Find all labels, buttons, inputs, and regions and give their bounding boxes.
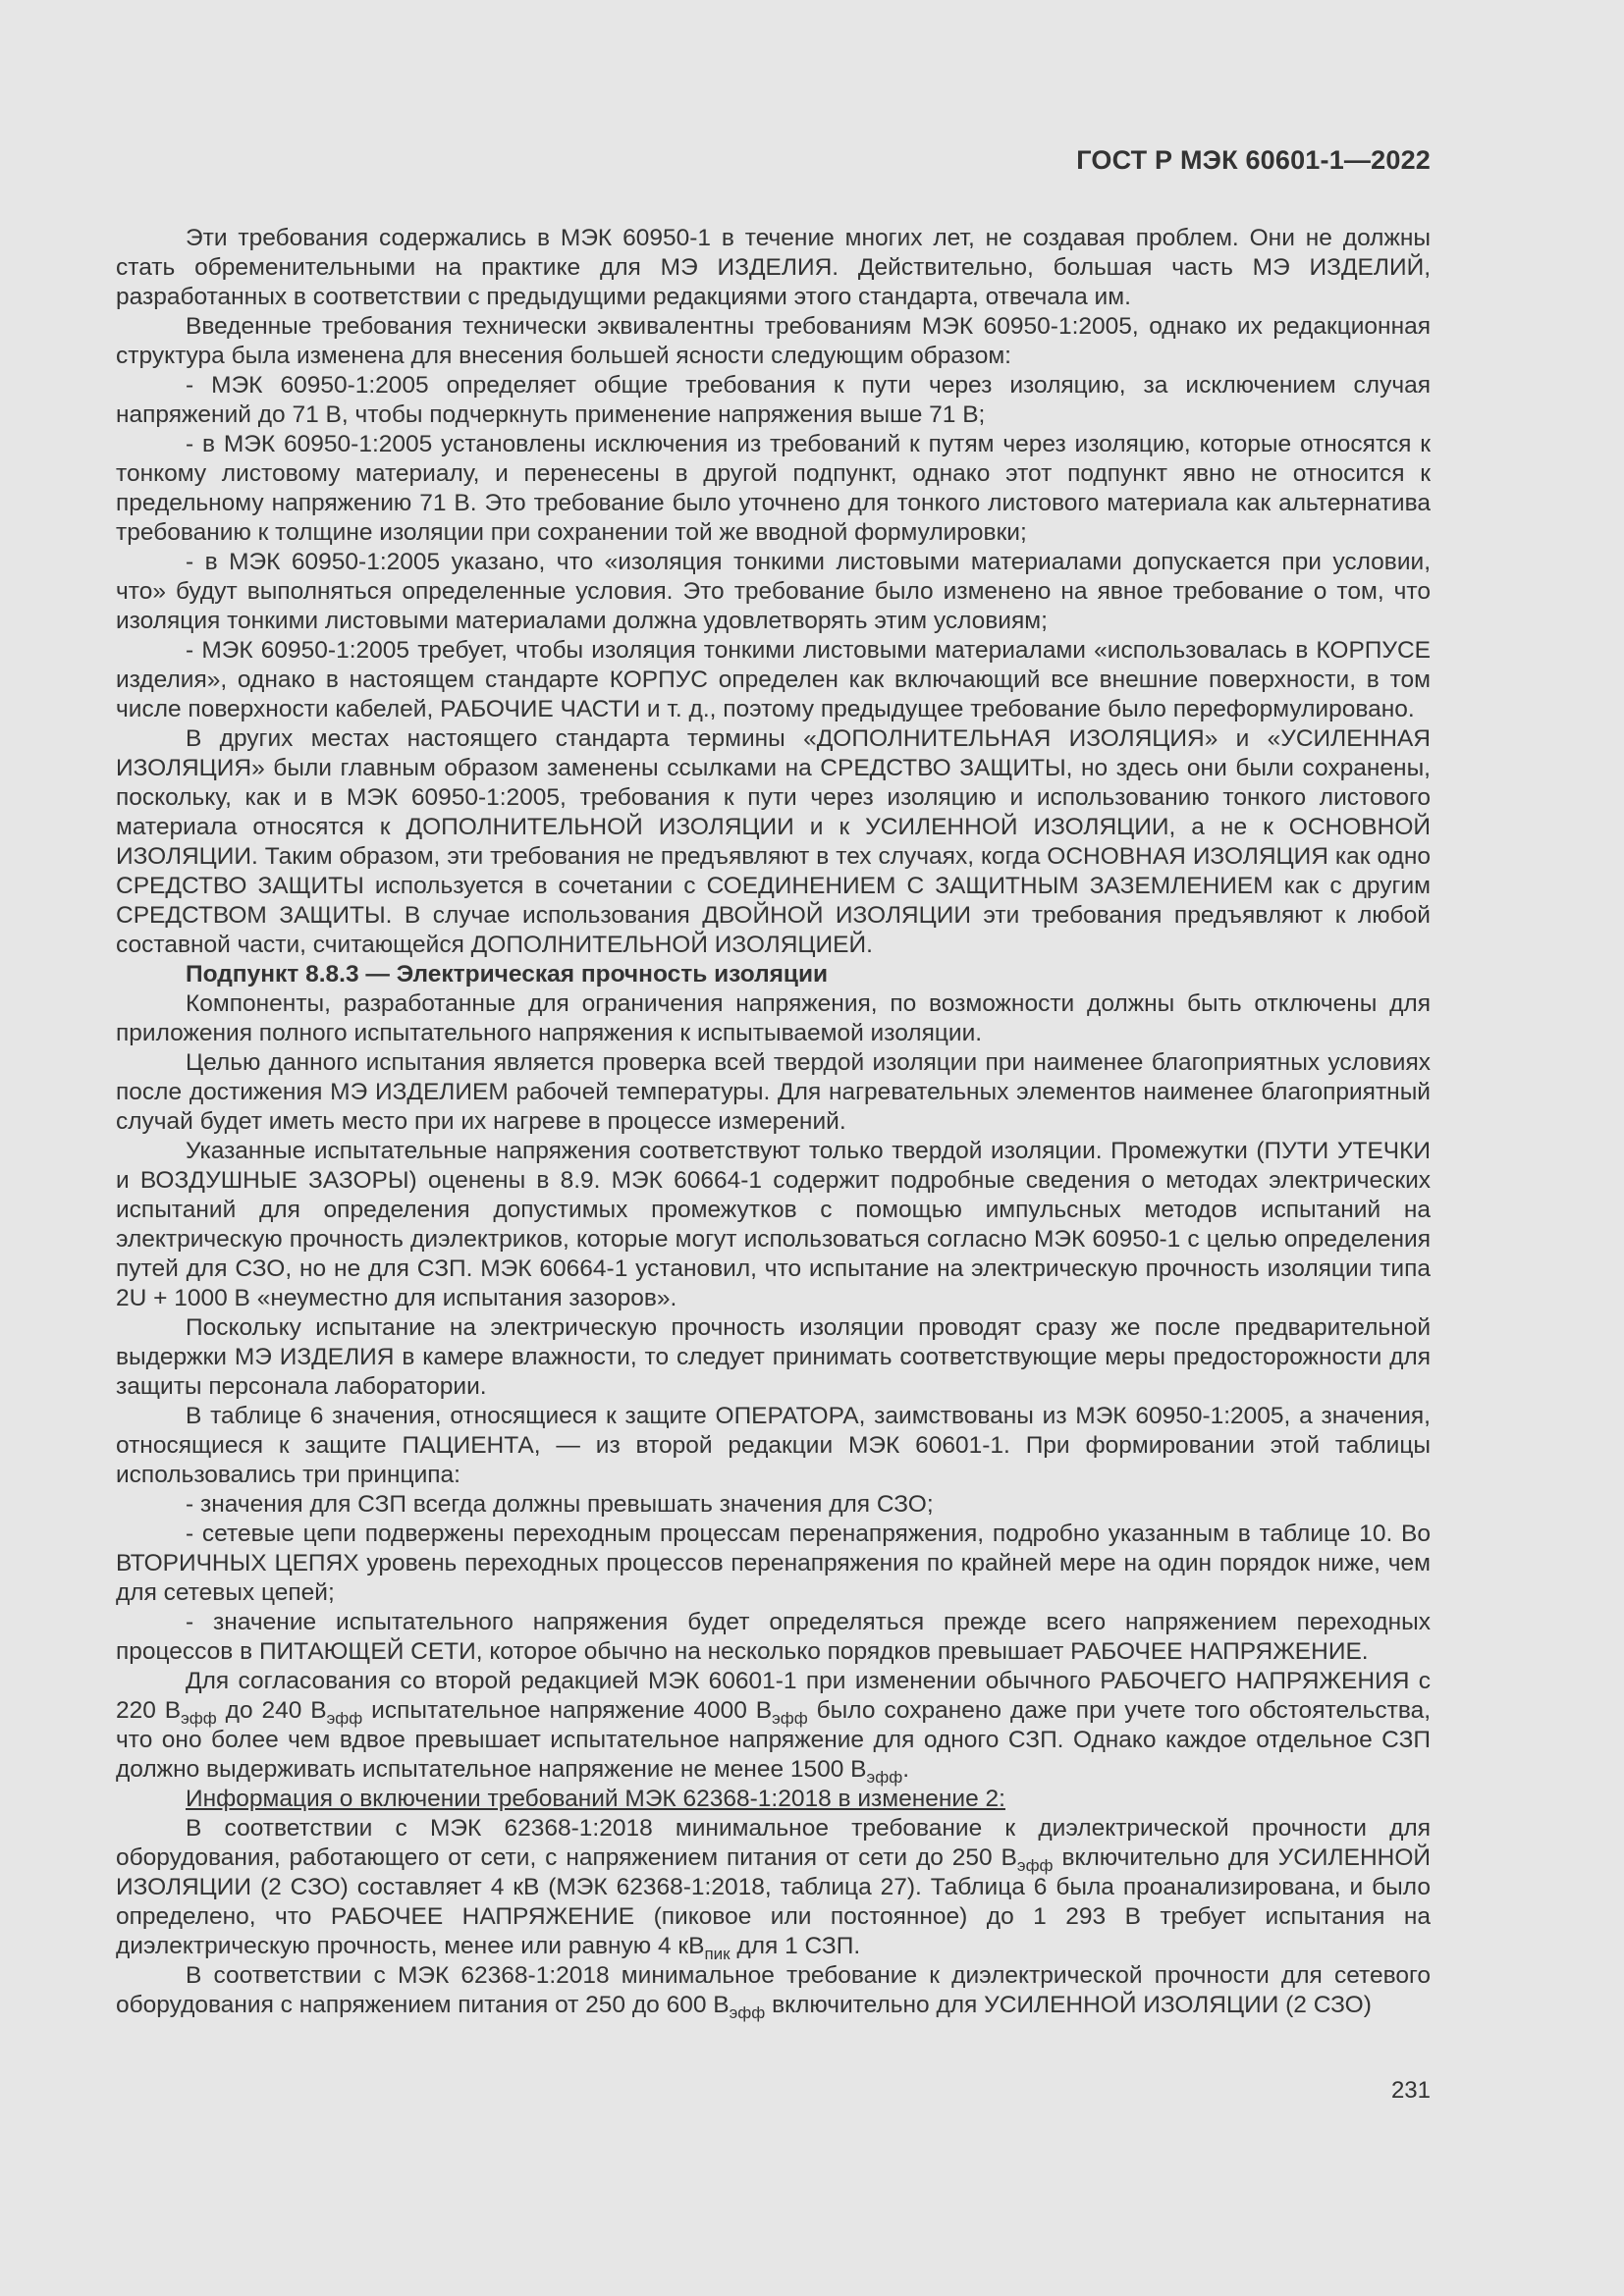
subsection-heading: Подпункт 8.8.3 — Электрическая прочность изоляции <box>186 961 829 988</box>
paragraph: Компоненты, разработанные для ограничения напряжения, по возможности должны быть отключены для приложения полного испытательного напряжения к испытываемой изоляции. <box>116 990 1431 1046</box>
text-run: до 240 В <box>216 1697 327 1724</box>
list-item: - в МЭК 60950-1:2005 указано, что «изоляция тонкими листовыми материалами допускается при условии, что» будут выполняться определенные условия. Это требование было изменено на явное требование о том, что изоляция тонкими листовыми материалами должна удовлетворять этим условиям; <box>116 549 1431 634</box>
page-number: 231 <box>1390 2077 1431 2104</box>
paragraph-voltage <box>116 1667 1431 1785</box>
paragraph: В таблице 6 значения, относящиеся к защите ОПЕРАТОРА, заимствованы из МЭК 60950-1:2005, а значения, относящиеся к защите ПАЦИЕНТА, — из второй редакции МЭК 60601-1. При формировании этой таблицы использовались три принципа: <box>116 1403 1431 1488</box>
paragraph-62368-a <box>116 1814 1431 1961</box>
subscript: эфф <box>772 1709 808 1728</box>
paragraph: Эти требования содержались в МЭК 60950-1 в течение многих лет, не создавая проблем. Они не должны стать обременительными на практике для МЭ ИЗДЕЛИЯ. Действительно, большая часть МЭ ИЗДЕЛИЙ, разработанных в соответствии с предыдущими редакциями этого стандарта, отвечала им. <box>116 225 1431 310</box>
list-item: - МЭК 60950-1:2005 определяет общие требования к пути через изоляцию, за исключением случая напряжений до 71 В, чтобы подчеркнуть применение напряжения выше 71 В; <box>116 372 1431 428</box>
info-heading-text: Информация о включении требований МЭК 62368-1:2018 в изменение 2: <box>186 1786 1005 1812</box>
text-run: Для согласования со второй редакцией МЭК 60601-1 при изменении обычного РАБОЧЕГО НАПРЯЖЕНИЯ с 220 В <box>116 1668 1431 1724</box>
text-run: В соответствии с МЭК 62368-1:2018 минимальное требование к диэлектрической прочности для сетевого оборудования с напряжением питания от 250 до 600 В <box>116 1962 1431 2018</box>
text-run: В соответствии с МЭК 62368-1:2018 минимальное требование к диэлектрической прочности для оборудования, работающего от сети, с напряжением питания от сети до 250 В <box>116 1815 1431 1871</box>
list-item: - сетевые цепи подвержены переходным процессам перенапряжения, подробно указанным в таблице 10. Во ВТОРИЧНЫХ ЦЕПЯХ уровень переходных процессов перенапряжения по крайней мере на один порядок ниже, чем для сетевых цепей; <box>116 1521 1431 1606</box>
paragraph: В других местах настоящего стандарта термины «ДОПОЛНИТЕЛЬНАЯ ИЗОЛЯЦИЯ» и «УСИЛЕННАЯ ИЗОЛЯЦИЯ» были главным образом заменены ссылками на СРЕДСТВО ЗАЩИТЫ, но здесь они были сохранены, поскольку, как и в МЭК 60950-1:2005, требования к пути через изоляцию и использованию тонкого листового материала относятся к ДОПОЛНИТЕЛЬНОЙ ИЗОЛЯЦИИ и к УСИЛЕННОЙ ИЗОЛЯЦИИ, а не к ОСНОВНОЙ ИЗОЛЯЦИИ. Таким образом, эти требования не предъявляют в тех случаях, когда ОСНОВНАЯ ИЗОЛЯЦИЯ как одно СРЕДСТВО ЗАЩИТЫ используется в сочетании с СОЕДИНЕНИЕМ С ЗАЩИТНЫМ ЗАЗЕМЛЕНИЕМ как с другим СРЕДСТВОМ ЗАЩИТЫ. В случае использования ДВОЙНОЙ ИЗОЛЯЦИИ эти требования предъявляют к любой составной части, считающейся ДОПОЛНИТЕЛЬНОЙ ИЗОЛЯЦИЕЙ. <box>116 725 1431 958</box>
list-item: - значения для СЗП всегда должны превышать значения для СЗО; <box>186 1491 934 1518</box>
subscript: эфф <box>866 1768 903 1787</box>
text-run: включительно для УСИЛЕННОЙ ИЗОЛЯЦИИ (2 СЗО) <box>765 1992 1372 2018</box>
list-item: - в МЭК 60950-1:2005 установлены исключения из требований к путям через изоляцию, которые относятся к тонкому листовому материалу, и перенесены в другой подпункт, однако этот подпункт явно не относится к предельному напряжению 71 В. Это требование было уточнено для тонкого листового материала как альтернатива требованию к толщине изоляции при сохранении той же вводной формулировки; <box>116 431 1431 546</box>
info-heading <box>116 1785 1431 1814</box>
text-run: . <box>902 1756 909 1783</box>
subscript: пик <box>704 1945 731 1963</box>
text-run: для 1 СЗП. <box>730 1933 861 1959</box>
list-item: - значение испытательного напряжения будет определяться прежде всего напряжением переходных процессов в ПИТАЮЩЕЙ СЕТИ, которое обычно на несколько порядков превышает РАБОЧЕЕ НАПРЯЖЕНИЕ. <box>116 1609 1431 1665</box>
paragraph: Целью данного испытания является проверка всей твердой изоляции при наименее благоприятных условиях после достижения МЭ ИЗДЕЛИЕМ рабочей температуры. Для нагревательных элементов наименее благоприятный случай будет иметь место при их нагреве в процессе измерений. <box>116 1049 1431 1135</box>
paragraph: Указанные испытательные напряжения соответствуют только твердой изоляции. Промежутки (ПУТИ УТЕЧКИ и ВОЗДУШНЫЕ ЗАЗОРЫ) оценены в 8.9. МЭК 60664-1 содержит подробные сведения о методах электрических испытаний для определения допустимых промежутков с помощью импульсных методов испытаний на электрическую прочность диэлектриков, которые могут использоваться согласно МЭК 60950-1 с целью определения путей для СЗО, но не для СЗП. МЭК 60664-1 установил, что испытание на электрическую прочность изоляции типа 2U + 1000 В «неуместно для испытания зазоров». <box>116 1138 1431 1311</box>
body-text <box>116 224 1431 2020</box>
paragraph: Введенные требования технически эквивалентны требованиям МЭК 60950-1:2005, однако их редакционная структура была изменена для внесения большей ясности следующим образом: <box>116 313 1431 369</box>
paragraph-62368-b <box>116 1961 1431 2020</box>
list-item: - МЭК 60950-1:2005 требует, чтобы изоляция тонкими листовыми материалами «использовалась в КОРПУСЕ изделия», однако в настоящем стандарте КОРПУС определен как включающий все внешние поверхности, в том числе поверхности кабелей, РАБОЧИЕ ЧАСТИ и т. д., поэтому предыдущее требование было переформулировано. <box>116 637 1431 722</box>
text-run: испытательное напряжение 4000 В <box>362 1697 773 1724</box>
subscript: эфф <box>326 1709 363 1728</box>
subscript: эфф <box>1016 1856 1054 1875</box>
text-run: включительно для УСИЛЕННОЙ ИЗОЛЯЦИИ (2 СЗО) составляет 4 кВ (МЭК 62368-1:2018, таблица 27). Таблица 6 была проанализирована, и было определено, что РАБОЧЕЕ НАПРЯЖЕНИЕ (пиковое или постоянное) до 1 293 В требует испытания на диэлектрическую прочность, менее или равную 4 кВ <box>116 1844 1432 1959</box>
text-run: было сохранено даже при учете того обстоятельства, что оно более чем вдвое превышает испытательное напряжение для одного СЗП. Однако каждое отдельное СЗП должно выдерживать испытательное напряжение не менее 1500 В <box>116 1697 1432 1783</box>
paragraph: Поскольку испытание на электрическую прочность изоляции проводят сразу же после предварительной выдержки МЭ ИЗДЕЛИЯ в камере влажности, то следует принимать соответствующие меры предосторожности для защиты персонала лаборатории. <box>116 1314 1431 1400</box>
subscript: эфф <box>181 1709 217 1728</box>
subscript: эфф <box>729 2003 766 2022</box>
document-header: ГОСТ Р МЭК 60601-1—2022 <box>1076 145 1431 175</box>
